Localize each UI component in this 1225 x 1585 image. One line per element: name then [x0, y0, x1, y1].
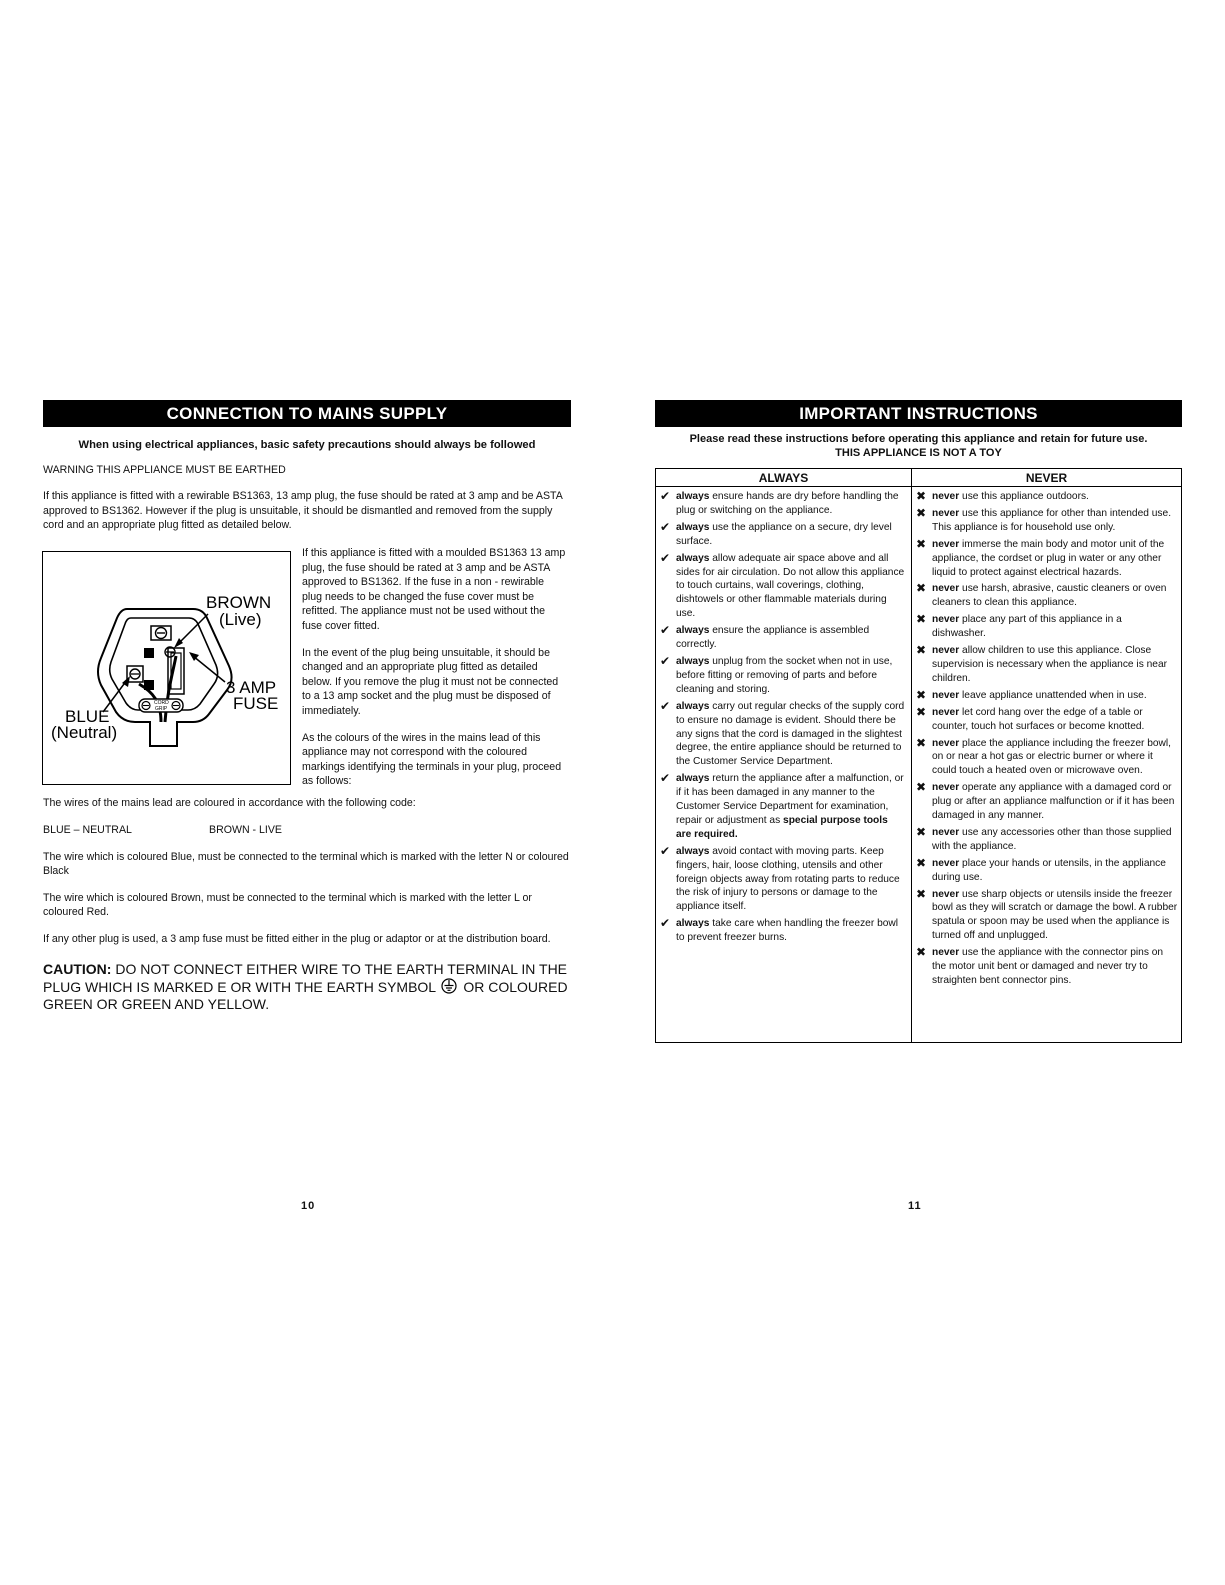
never-keyword: never — [932, 826, 960, 838]
never-item-text: leave appliance unattended when in use. — [962, 689, 1147, 701]
checkmark-icon: ✔ — [660, 550, 671, 565]
cross-icon: ✖ — [916, 824, 927, 839]
safety-subtitle: When using electrical appliances, basic safety precautions should always be followed — [78, 439, 536, 451]
page-number-right: 11 — [908, 1200, 922, 1212]
never-item-text: immerse the main body and motor unit of the appliance, the cordset or plug in water or any other liquid to protect against electrical hazards. — [932, 538, 1165, 578]
plug-section — [43, 546, 571, 788]
figure-label-blue: BLUE — [65, 706, 110, 726]
cross-icon: ✖ — [916, 581, 927, 596]
colour-code-line — [43, 823, 571, 838]
always-item-text: ensure the appliance is assembled correctly. — [676, 625, 870, 651]
caution-text-2: OR COLOURED GREEN OR GREEN AND YELLOW. — [43, 978, 568, 1012]
plug-illustration — [43, 552, 290, 784]
always-item — [660, 521, 905, 549]
right-page-title: IMPORTANT INSTRUCTIONS — [655, 400, 1182, 427]
always-keyword: always — [676, 491, 710, 502]
always-item — [660, 624, 905, 652]
always-keyword: always — [676, 521, 710, 533]
always-keyword: always — [676, 845, 710, 857]
earth-symbol-icon — [441, 978, 457, 994]
never-item-text: place any part of this appliance in a dishwasher. — [932, 614, 1122, 640]
cross-icon: ✖ — [916, 704, 927, 719]
cross-icon: ✖ — [916, 886, 927, 901]
checkmark-icon: ✔ — [660, 916, 671, 931]
never-item — [916, 490, 1178, 504]
never-keyword: never — [932, 888, 960, 900]
always-item-bold-text: special purpose tools are required. — [676, 814, 888, 840]
never-item-text: operate any appliance with a damaged cord or plug or after an appliance malfunction or if it has been damaged in any manner. — [932, 782, 1175, 822]
figure-label-brown: BROWN — [206, 592, 272, 612]
right-page — [655, 400, 1182, 1043]
never-item-text: use sharp objects or utensils inside the freezer bowl as they will scratch or damage the bowl. A rubber spatula or spoon may be used when the appliance is turned off and unplugged. — [932, 888, 1178, 942]
always-item — [660, 655, 905, 697]
code-brown-live: BROWN - LIVE — [209, 823, 282, 836]
never-keyword: never — [932, 857, 960, 869]
brown-wire-paragraph: The wire which is coloured Brown, must be connected to the terminal which is marked with the letter L or coloured Red. — [43, 891, 532, 919]
read-instructions-line: Please read these instructions before operating this appliance and retain for future use. — [689, 433, 1148, 445]
moulded-plug-paragraph: If this appliance is fitted with a moulded BS1363 13 amp plug, the fuse should be rated at 3 amp and be ASTA approved to BS1362. If the fuse in a non - rewirable plug needs to be changed the fuse cover must be refitted. The appliance must not be used without the fuse cover fitted. — [302, 546, 566, 632]
never-keyword: never — [932, 706, 960, 718]
caution-text-1: DO NOT CONNECT EITHER WIRE TO THE EARTH TERMINAL IN THE PLUG WHICH IS MARKED E OR WITH THE EARTH SYMBOL — [43, 960, 568, 995]
always-item-text: return the appliance after a malfunction, or if it has been damaged in any manner to the Customer Service Department for examination, repair or adjustment as — [676, 773, 904, 826]
always-keyword: always — [676, 773, 710, 785]
cross-icon: ✖ — [916, 780, 927, 795]
always-keyword: always — [676, 552, 710, 564]
always-item — [660, 700, 905, 770]
always-item — [660, 552, 905, 622]
always-item-text: ensure hands are dry before handling the plug or switching on the appliance. — [676, 491, 899, 516]
always-column — [660, 490, 905, 948]
cross-icon: ✖ — [916, 855, 927, 870]
never-keyword: never — [932, 689, 960, 701]
cross-icon: ✖ — [916, 735, 927, 750]
never-heading: NEVER — [1025, 471, 1068, 485]
colour-code-intro: The wires of the mains lead are coloured in accordance with the following code: — [43, 796, 416, 809]
unsuitable-plug-paragraph: In the event of the plug being unsuitable, it should be changed and an appropriate plug fitted as detailed below. If you remove the plug it must not be connected to a 13 amp socket and the plug must be disposed of immediately. — [302, 646, 559, 717]
plug-text-column — [302, 546, 566, 789]
svg-text:GRIP: GRIP — [155, 705, 168, 712]
svg-text:CORD: CORD — [154, 699, 169, 706]
plug-wiring-diagram — [42, 551, 291, 785]
never-item — [916, 538, 1178, 580]
checkmark-icon: ✔ — [660, 489, 671, 503]
never-item — [916, 582, 1178, 610]
always-keyword: always — [676, 700, 710, 712]
checkmark-icon: ✔ — [660, 623, 671, 638]
never-item-text: place the appliance including the freezer bowl, on or near a hot gas or electric burner or where it could touch a heated oven or microwave oven. — [932, 737, 1172, 777]
never-keyword: never — [932, 614, 960, 626]
caution-notice — [43, 961, 571, 1013]
never-item-text: use the appliance with the connector pins on the motor unit bent or damaged and never try to straighten bent connector pins. — [932, 947, 1164, 986]
never-keyword: never — [932, 645, 960, 657]
cross-icon: ✖ — [916, 612, 927, 627]
always-item-text: avoid contact with moving parts. Keep fingers, hair, loose clothing, utensils and other foreign objects away from rotating parts to reduce the risk of injury to persons or damage to the appliance itself. — [676, 845, 900, 913]
never-item — [916, 946, 1178, 988]
never-item — [916, 737, 1178, 779]
always-item-text: allow adequate air space above and all sides for air circulation. Do not allow this appliance to touch curtains, wall coverings, clothing, dishtowels or other flammable materials during use. — [676, 552, 905, 620]
never-item-text: use this appliance for other than intended use. This appliance is for household use only. — [932, 507, 1172, 533]
instructions-intro — [655, 432, 1182, 460]
column-divider — [911, 469, 912, 1042]
always-item-text: take care when handling the freezer bowl to prevent freezer burns. — [676, 918, 899, 944]
never-keyword: never — [932, 507, 960, 519]
never-item — [916, 507, 1178, 535]
never-item-text: let cord hang over the edge of a table or counter, touch hot surfaces or become knotted. — [932, 706, 1145, 732]
checkmark-icon: ✔ — [660, 843, 671, 858]
never-item — [916, 826, 1178, 854]
blue-wire-paragraph: The wire which is coloured Blue, must be connected to the terminal which is marked with the letter N or coloured Black — [43, 850, 569, 878]
never-item — [916, 888, 1178, 944]
always-never-table — [655, 468, 1182, 1043]
never-keyword: never — [932, 947, 960, 959]
always-item-text: unplug from the socket when not in use, before fitting or removing of parts and before cleaning and storing. — [676, 655, 893, 695]
left-page — [43, 400, 571, 1013]
caution-label: CAUTION: — [43, 960, 112, 977]
never-keyword: never — [932, 583, 960, 595]
figure-label-fuse: FUSE — [233, 693, 279, 713]
header-rule — [656, 486, 1181, 487]
never-item — [916, 613, 1178, 641]
always-keyword: always — [676, 625, 710, 637]
always-keyword: always — [676, 918, 710, 930]
figure-label-3-amp: 3 AMP — [226, 677, 277, 697]
cross-icon: ✖ — [916, 489, 927, 503]
never-item-text: use any accessories other than those supplied with the appliance. — [932, 826, 1172, 852]
never-item — [916, 706, 1178, 734]
never-keyword: never — [932, 538, 960, 550]
earthed-warning: WARNING THIS APPLIANCE MUST BE EARTHED — [43, 463, 286, 476]
always-item — [660, 845, 905, 915]
figure-label-live: (Live) — [219, 609, 262, 629]
cross-icon: ✖ — [916, 945, 927, 960]
always-item — [660, 490, 905, 518]
cross-icon: ✖ — [916, 643, 927, 658]
rewirable-plug-paragraph: If this appliance is fitted with a rewirable BS1363, 13 amp plug, the fuse should be rated at 3 amp and be ASTA approved to BS1362. However if the plug is unsuitable, it should be dismantled and removed from the supply cord and an appropriate plug fitted as detailed below. — [43, 490, 563, 532]
always-item-text: use the appliance on a secure, dry level surface. — [676, 521, 892, 547]
never-item — [916, 689, 1178, 703]
page-number-left: 10 — [301, 1200, 316, 1212]
not-a-toy-line: THIS APPLIANCE IS NOT A TOY — [835, 447, 1002, 459]
always-item-text: carry out regular checks of the supply cord to ensure no damage is evident. Should there be any signs that the cord is damaged in the slightest degree, the entire appliance should be returned to the Customer Service Department. — [676, 700, 905, 768]
checkmark-icon: ✔ — [660, 698, 671, 713]
never-keyword: never — [932, 737, 960, 749]
never-item — [916, 781, 1178, 823]
checkmark-icon: ✔ — [660, 653, 671, 668]
never-item-text: allow children to use this appliance. Close supervision is necessary when the appliance is near children. — [932, 645, 1168, 684]
checkmark-icon: ✔ — [660, 771, 671, 786]
never-item-text: use harsh, abrasive, caustic cleaners or oven cleaners to clean this appliance. — [932, 583, 1167, 609]
never-item — [916, 644, 1178, 686]
left-page-title: CONNECTION TO MAINS SUPPLY — [43, 400, 571, 427]
other-plug-paragraph: If any other plug is used, a 3 amp fuse must be fitted either in the plug or adaptor or at the distribution board. — [43, 932, 551, 945]
always-keyword: always — [676, 655, 710, 667]
cross-icon: ✖ — [916, 536, 927, 551]
checkmark-icon: ✔ — [660, 519, 671, 534]
never-item-text: place your hands or utensils, in the appliance during use. — [932, 857, 1166, 883]
code-blue-neutral: BLUE – NEUTRAL — [43, 823, 132, 836]
never-item — [916, 857, 1178, 885]
wire-colours-paragraph: As the colours of the wires in the mains lead of this appliance may not correspond with the coloured markings identifying the terminals in your plug, proceed as follows: — [302, 731, 562, 788]
always-heading: ALWAYS — [758, 471, 809, 485]
cross-icon: ✖ — [916, 687, 927, 702]
never-keyword: never — [932, 782, 960, 794]
cross-icon: ✖ — [916, 505, 927, 520]
always-item — [660, 917, 905, 945]
never-column — [916, 490, 1178, 991]
never-item-text: use this appliance outdoors. — [962, 491, 1089, 502]
figure-label-neutral: (Neutral) — [51, 722, 118, 742]
always-item — [660, 772, 905, 842]
never-keyword: never — [932, 491, 960, 502]
